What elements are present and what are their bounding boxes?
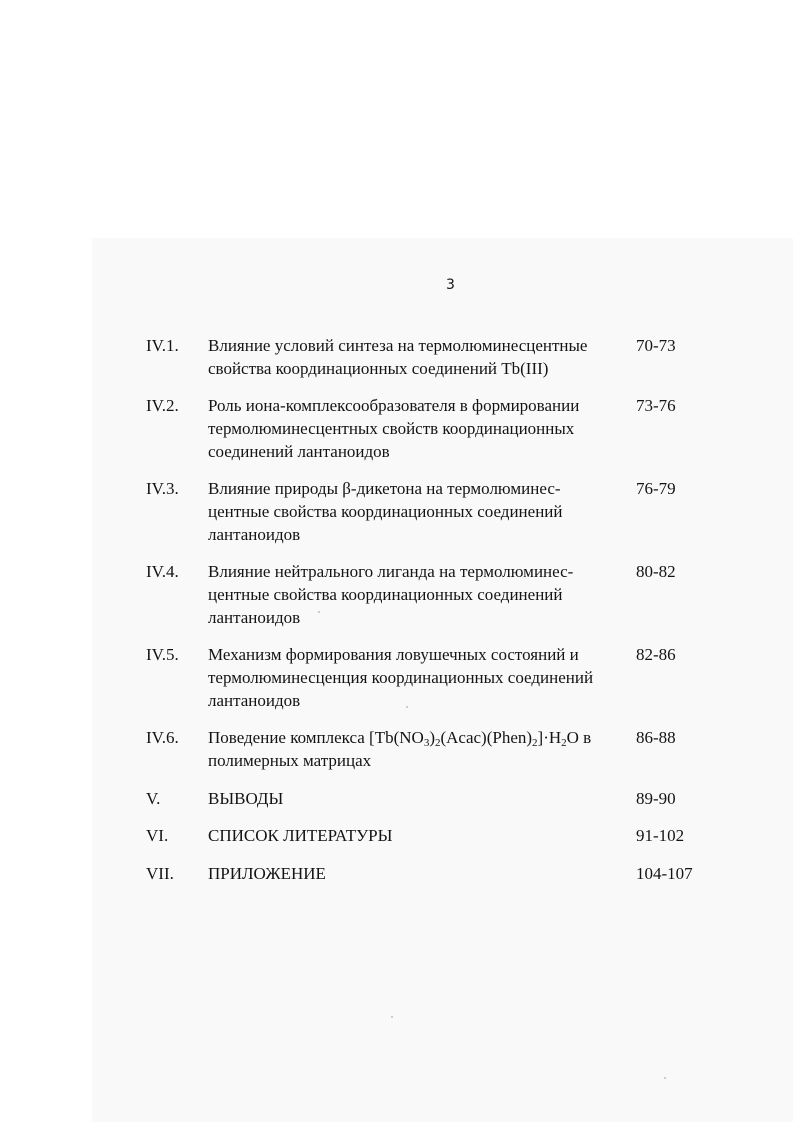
page-range: 73-76 (636, 396, 676, 415)
title-line: Роль иона-комплексообразователя в формировании (208, 396, 580, 415)
section-number: IV.3. (146, 479, 179, 498)
title-line: ПРИЛОЖЕНИЕ (208, 864, 326, 883)
formula-subscript: 3 (423, 737, 430, 749)
formula-subscript: 2 (561, 737, 567, 749)
title-line: полимерных матрицах (208, 751, 372, 770)
page-range: 76-79 (636, 479, 676, 498)
section-number: IV.6. (146, 728, 179, 747)
page-range: 91-102 (636, 826, 685, 845)
formula-text: ) (429, 728, 435, 747)
section-number: IV.5. (146, 645, 179, 664)
section-title (208, 787, 628, 810)
section-number: V. (146, 789, 161, 808)
title-line: ВЫВОДЫ (208, 789, 284, 808)
section-number: VI. (146, 826, 169, 845)
title-line: Влияние нейтрального лиганда на термолюминес- (208, 562, 574, 581)
title-line: центные свойства координационных соединений (208, 585, 563, 604)
title-line: Механизм формирования ловушечных состояний и (208, 645, 579, 664)
page-range: 89-90 (636, 789, 676, 808)
section-title (208, 643, 628, 712)
formula-subscript: 2 (434, 737, 441, 749)
title-line: свойства координационных соединений Tb(III) (208, 359, 549, 378)
title-line: СПИСОК ЛИТЕРАТУРЫ (208, 826, 393, 845)
formula-text: Поведение комплекса [Tb(NO (208, 728, 424, 747)
section-title (208, 862, 628, 885)
section-number: IV.2. (146, 396, 179, 415)
scan-speck (664, 1077, 666, 1079)
page-number: 3 (446, 277, 455, 293)
scan-speck (406, 706, 408, 708)
page-range: 86-88 (636, 728, 676, 747)
page-range: 82-86 (636, 645, 676, 664)
section-title (208, 334, 628, 380)
page-range: 70-73 (636, 336, 676, 355)
section-title (208, 726, 628, 772)
section-title (208, 477, 628, 546)
title-line: термолюминесцентных свойств координационных (208, 419, 575, 438)
scan-speck (318, 611, 320, 613)
title-line: соединений лантаноидов (208, 442, 390, 461)
title-line: Влияние условий синтеза на термолюминесцентные (208, 336, 588, 355)
formula-text: (Acac)(Phen) (440, 728, 533, 747)
title-line: термолюминесценция координационных соединений (208, 668, 594, 687)
title-line: Влияние природы β-дикетона на термолюминес- (208, 479, 561, 498)
section-number: IV.4. (146, 562, 179, 581)
title-line: лантаноидов (208, 608, 301, 627)
formula-subscript: 2 (532, 737, 538, 749)
section-title (208, 394, 628, 463)
section-number: IV.1. (146, 336, 179, 355)
page-range: 80-82 (636, 562, 676, 581)
section-title (208, 824, 628, 847)
formula-text: ]·H (537, 728, 562, 747)
title-line-formula (208, 726, 628, 749)
section-number: VII. (146, 864, 174, 883)
scan-speck (391, 1016, 393, 1018)
section-title (208, 560, 628, 629)
page-range: 104-107 (636, 864, 693, 883)
title-line: лантаноидов (208, 525, 301, 544)
title-line: лантаноидов (208, 691, 301, 710)
formula-text: O в (566, 728, 592, 747)
title-line: центные свойства координационных соединений (208, 502, 563, 521)
